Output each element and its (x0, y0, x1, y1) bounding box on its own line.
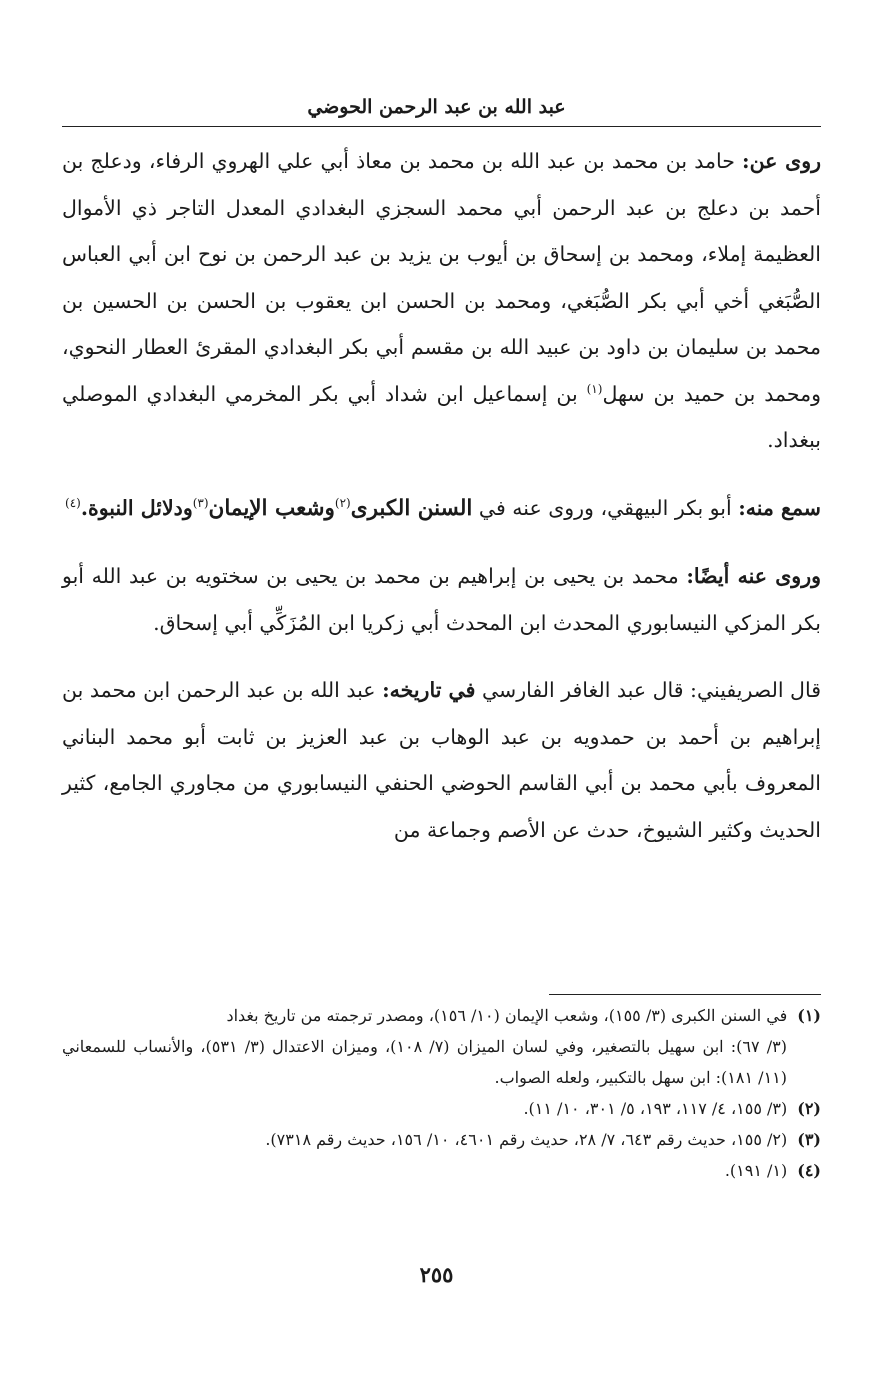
running-header-title: عبد الله بن عبد الرحمن الحوضي (307, 96, 566, 118)
footnote-text: (١/ ١٩١). (724, 1161, 788, 1180)
footnote-text-continued: (٣/ ٦٧): ابن سهيل بالتصغير، وفي لسان الميزان (٧/ ١٠٨)، وميزان الاعتدال (٣/ ٥٣١)، والأنساب للسمعاني (١١/ ١٨١): ابن سهل بالتكبير، ولعله الصواب. (62, 1037, 787, 1087)
paragraph-text: حامد بن محمد بن عبد الله بن محمد بن معاذ أبي علي الهروي الرفاء، ودعلج بن أحمد بن دعلج بن عبد الرحمن أبي محمد السجزي البغدادي المعدل التاجر ذي الأموال العظيمة إملاء، ومحمد بن إسحاق بن أيوب بن يزيد بن عبد الرحمن بن نوح ابن أبي العباس الصُّبَغي أخي أبي بكر الصُّبَغي، ومحمد بن الحسن ابن يعقوب بن الحسن بن الحسين بن محمد بن سليمان بن داود بن عبيد الله بن مقسم أبي بكر البغدادي المقرئ العطار النحوي، ومحمد بن حميد بن سهل (62, 149, 822, 406)
paragraph-lead: سمع منه: (738, 495, 821, 520)
paragraph-text: أبو بكر البيهقي، وروى عنه في (472, 495, 739, 520)
page-number: ٢٥٥ (419, 1262, 454, 1287)
paragraph-lead: في تاريخه: (382, 678, 476, 702)
footnote-item (62, 1124, 821, 1155)
footnote-text: (٢/ ١٥٥، حديث رقم ٦٤٣، ٧/ ٢٨، حديث رقم ٤٦٠١، ١٠/ ١٥٦، حديث رقم ٧٣١٨). (265, 1130, 788, 1149)
footnote-ref[interactable]: (٤) (65, 495, 81, 510)
paragraph-narrated-from (62, 138, 821, 464)
footnotes (62, 1000, 821, 1186)
footnote-item (62, 1093, 821, 1124)
footnote-number: (٣) (797, 1130, 821, 1149)
footnote-number: (٤) (797, 1161, 821, 1180)
paragraph-text: عبد الله بن عبد الرحمن ابن محمد بن إبراهيم بن أحمد بن حمدويه بن عبد الوهاب بن عبد العزيز بن ثابت أبو محمد البناني المعروف بأبي محمد بن أبي القاسم الحوضي الحنفي النيسابوري من مجاوري الجامع، كثير الحديث وكثير الشيوخ، حدث عن الأصم وجماعة من (62, 678, 821, 842)
paragraph-lead: وروى عنه أيضًا: (686, 564, 821, 588)
footnote-text: (٣/ ١٥٥، ٤/ ١١٧، ١٩٣، ٥/ ٣٠١، ١٠/ ١١). (523, 1099, 788, 1118)
footnote-ref[interactable]: (١) (586, 381, 603, 396)
paragraph-sarifini-quote (62, 667, 821, 853)
paragraph-text: قال الصريفيني: قال عبد الغافر الفارسي (475, 678, 821, 702)
book-title: وشعب الإيمان (208, 495, 335, 521)
paragraph-also-narrated (62, 553, 821, 646)
paragraph-text: محمد بن يحيى بن إبراهيم بن محمد بن يحيى بن سختويه بن عبد الله أبو بكر المزكي النيسابوري المحدث ابن المحدث أبي زكريا ابن المُزَكِّي أبي إسحاق. (62, 564, 821, 635)
main-text (62, 138, 821, 874)
paragraph-lead: روى عن: (742, 149, 821, 173)
book-title: السنن الكبرى (350, 495, 473, 521)
footnote-number: (٢) (797, 1099, 821, 1118)
footnote-item (62, 1155, 821, 1186)
book-title: ودلائل النبوة. (80, 495, 193, 520)
footnote-ref[interactable]: (٣) (192, 495, 209, 510)
footnote-ref[interactable]: (٢) (334, 495, 351, 510)
footnote-text: في السنن الكبرى (٣/ ١٥٥)، وشعب الإيمان (١٠/ ١٥٦)، ومصدر ترجمته من تاريخ بغداد (226, 1006, 788, 1025)
header-rule (62, 126, 821, 127)
paragraph-heard-from-him (62, 485, 821, 533)
footnote-rule (549, 994, 821, 995)
paragraph-text: بن إسماعيل ابن شداد أبي بكر المخرمي البغدادي الموصلي ببغداد. (62, 381, 821, 452)
footnote-item (62, 1000, 821, 1093)
footnote-number: (١) (797, 1006, 821, 1025)
